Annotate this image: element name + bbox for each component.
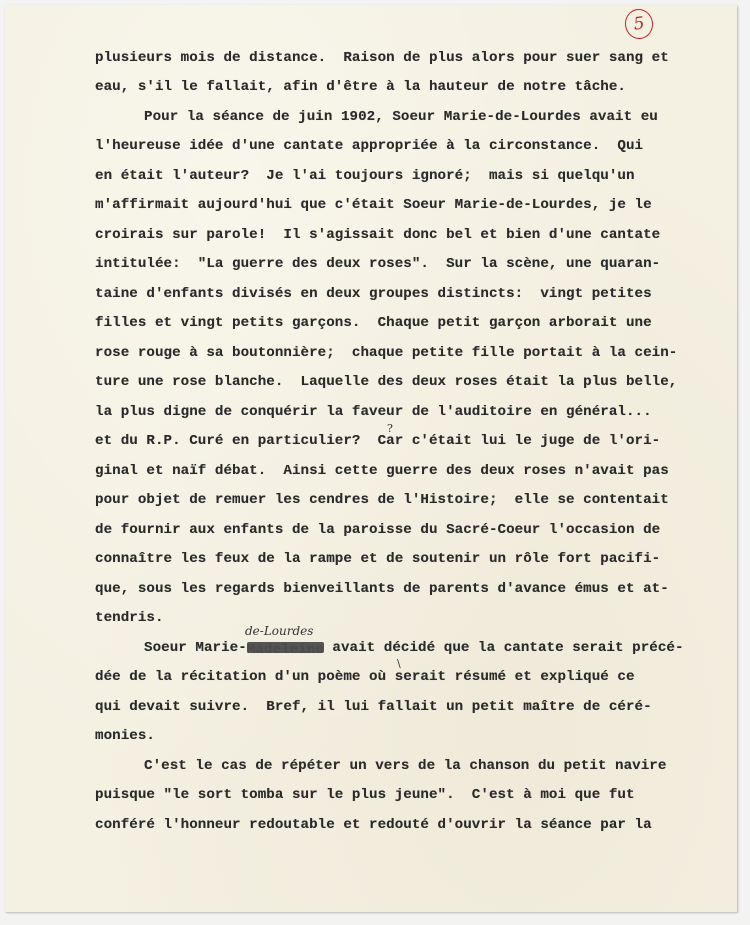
text-line-25: C'est le cas de répéter un vers de la chanson du petit navire — [144, 758, 667, 774]
struck-out-word: Madeleine — [246, 641, 324, 658]
text-line-3: Pour la séance de juin 1902, Soeur Marie-de-Lourdes avait eu — [144, 109, 658, 125]
text-line-2: eau, s'il le fallait, afin d'être à la hauteur de notre tâche. — [95, 79, 626, 95]
text-line-13: la plus digne de conquérir la faveur de l'auditoire en général... — [95, 404, 652, 420]
text-line-27: conféré l'honneur redoutable et redouté d'ouvrir la séance par la — [95, 817, 652, 833]
text-line-16: pour objet de remuer les cendres de l'Histoire; elle se contentait — [95, 492, 669, 508]
text-line-9: taine d'enfants divisés en deux groupes distincts: vingt petites — [95, 286, 652, 302]
text-line-15: ginal et naïf débat. Ainsi cette guerre des deux roses n'avait pas — [95, 463, 669, 479]
text-line-26: puisque "le sort tomba sur le plus jeune". C'est à moi que fut — [95, 787, 635, 803]
document-page — [5, 5, 737, 912]
text-line-23: qui devait suivre. Bref, il lui fallait un petit maître de céré- — [95, 699, 652, 715]
text-line-14: et du R.P. Curé en particulier? Car c'était lui le juge de l'ori- — [95, 433, 661, 449]
text-line-4: l'heureuse idée d'une cantate appropriée à la circonstance. Qui — [95, 138, 644, 154]
text-line-6: m'affirmait aujourd'hui que c'était Soeur Marie-de-Lourdes, je le — [95, 197, 652, 213]
text-line-20: tendris. — [95, 610, 164, 626]
text-line-10: filles et vingt petits garçons. Chaque petit garçon arborait une — [95, 315, 652, 331]
text-line-12: ture une rose blanche. Laquelle des deux roses était la plus belle, — [95, 374, 678, 390]
text-line-17: de fournir aux enfants de la paroisse du Sacré-Coeur l'occasion de — [95, 522, 661, 538]
text-line-7: croirais sur parole! Il s'agissait donc bel et bien d'une cantate — [95, 227, 661, 243]
handwritten-correction: de-Lourdes — [245, 624, 314, 638]
page-number-circled: 5 — [623, 7, 655, 41]
handwritten-accent: \ — [397, 657, 401, 670]
text-line-24: monies. — [95, 728, 155, 744]
text-after-correction: avait décidé que la cantate serait précé- — [323, 640, 684, 656]
text-line-11: rose rouge à sa boutonnière; chaque petite fille portait à la cein- — [95, 345, 678, 361]
text-line-18: connaître les feux de la rampe et de soutenir un rôle fort pacifi- — [95, 551, 661, 567]
text-before-correction: Soeur Marie- — [144, 640, 247, 656]
text-line-5: en était l'auteur? Je l'ai toujours ignoré; mais si quelqu'un — [95, 168, 635, 184]
handwritten-question-mark: ? — [387, 422, 393, 435]
text-line-8: intitulée: "La guerre des deux roses". Sur la scène, une quaran- — [95, 256, 661, 272]
text-line-21 — [144, 640, 684, 656]
text-line-1: plusieurs mois de distance. Raison de plus alors pour suer sang et — [95, 50, 669, 66]
text-line-19: que, sous les regards bienveillants de parents d'avance émus et at- — [95, 581, 669, 597]
text-line-22: dée de la récitation d'un poème où serait résumé et expliqué ce — [95, 669, 635, 685]
